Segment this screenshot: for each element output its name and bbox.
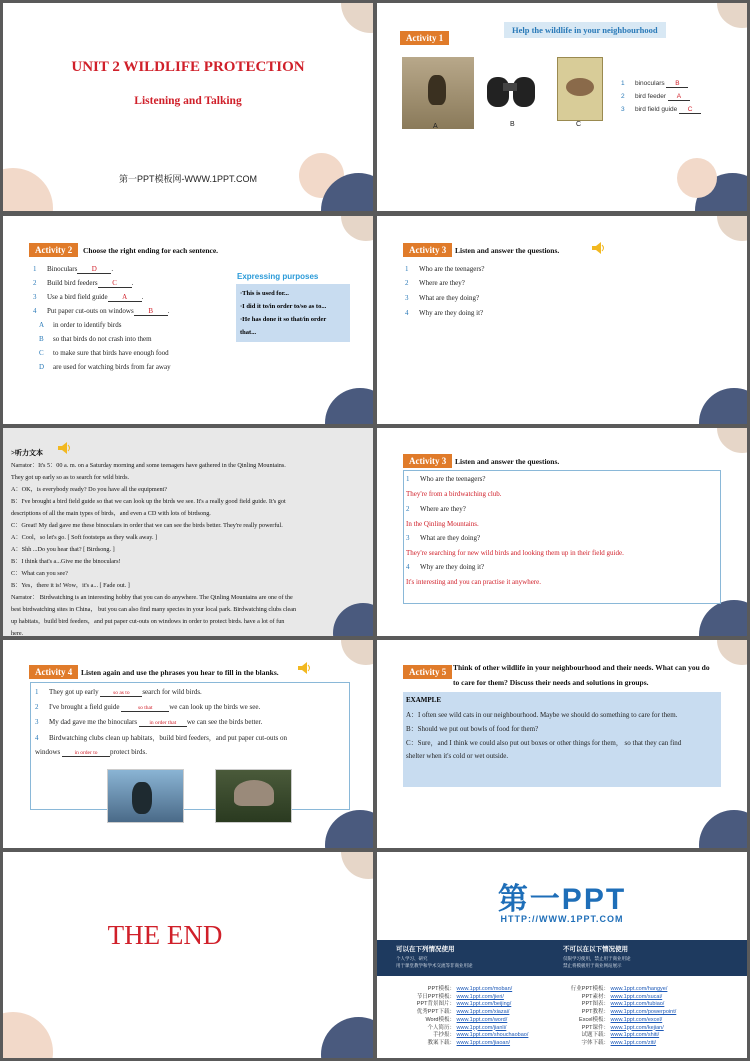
- transcript-line: best birdwatching sites in China， but you can also find many species in your local park. Birdwatching clubs clean: [11, 606, 297, 613]
- item-number: 3: [33, 293, 37, 301]
- purpose-line: that...: [240, 329, 257, 336]
- link-key: PPT背景图片：: [416, 1001, 455, 1008]
- question-item: [405, 265, 485, 273]
- image-label: B: [510, 121, 515, 128]
- match-item: [621, 93, 690, 101]
- link-url[interactable]: www.1ppt.com/sucai/: [610, 993, 663, 1000]
- fill-item: [35, 688, 202, 697]
- transcript-line: here.: [11, 630, 24, 636]
- link-url[interactable]: www.1ppt.com/word/: [456, 1016, 508, 1023]
- link-row[interactable]: [409, 1032, 528, 1040]
- item-text: Put paper cut-outs on windows: [47, 307, 134, 315]
- link-url[interactable]: www.1ppt.com/jianli/: [456, 1024, 507, 1031]
- option-item: [39, 349, 169, 357]
- decor-circle: [341, 216, 373, 241]
- decor-circle: [325, 388, 373, 424]
- end-text: THE END: [107, 920, 223, 950]
- item-number: 3: [621, 106, 625, 113]
- link-row[interactable]: [563, 1040, 676, 1048]
- match-item: [621, 80, 688, 88]
- answer-blank[interactable]: so as to: [100, 690, 142, 697]
- usage-item: 禁止将模板用于商业网站展示: [563, 963, 622, 968]
- activity-instruction: Listen again and use the phrases you hear to fill in the blanks.: [81, 668, 279, 677]
- field-guide-image: [557, 57, 603, 121]
- transcript-line: up habitats，build bird feeders，and put paper cut-outs on windows in order to protect birds. have a lot of fun: [11, 618, 285, 625]
- answer-blank[interactable]: B: [134, 307, 168, 316]
- transcript-heading: >听力文本: [11, 449, 43, 457]
- usage-list: [563, 955, 631, 969]
- link-url[interactable]: www.1ppt.com/shouchaobao/: [456, 1032, 529, 1039]
- slide-activity-3-questions[interactable]: [377, 216, 747, 424]
- speaker-icon[interactable]: [57, 442, 71, 454]
- item-number: 2: [35, 703, 39, 711]
- item-text: Build bird feeders: [47, 279, 98, 287]
- link-url[interactable]: www.1ppt.com/beijing/: [456, 1001, 512, 1008]
- decor-circle: [717, 216, 747, 241]
- speaker-icon[interactable]: [591, 242, 605, 254]
- option-key: B: [39, 335, 44, 343]
- usage-item: 个人学习、研究: [396, 956, 428, 961]
- fill-item: [35, 718, 262, 727]
- link-url[interactable]: www.1ppt.com/shiti/: [610, 1032, 660, 1039]
- answer-text: It's interesting and you can practise it anywhere.: [406, 578, 541, 586]
- link-key: 个人简历：: [427, 1024, 455, 1031]
- slide-title[interactable]: [3, 3, 373, 211]
- fill-item: [35, 733, 287, 743]
- decor-circle: [341, 3, 373, 33]
- purpose-title: Expressing purposes: [237, 272, 319, 281]
- option-item: [39, 363, 171, 371]
- activity-instruction: Listen and answer the questions.: [455, 246, 560, 255]
- decor-circle: [699, 600, 747, 636]
- link-row[interactable]: [563, 986, 676, 994]
- link-key: 手抄报：: [432, 1032, 455, 1039]
- item-pre: I've brought a field guide: [49, 703, 120, 711]
- link-key: PPT教程：: [581, 1009, 609, 1016]
- decor-circle: [341, 852, 373, 879]
- links-right: [563, 986, 676, 1048]
- sentence-item: 3 Use a bird field guide A .: [33, 293, 144, 301]
- purpose-line: ·I did it to/in order to/so as to...: [240, 303, 327, 310]
- item-text: Binoculars: [47, 265, 78, 273]
- slide-the-end[interactable]: [3, 852, 373, 1058]
- decor-circle: [717, 428, 747, 453]
- transcript-line: B：Yes，there it is! Wow，it's a... [ Fade out. ]: [11, 582, 130, 589]
- unit-subtitle: Listening and Talking: [134, 95, 242, 107]
- usage-title: 可以在下列情况使用: [396, 946, 455, 953]
- decor-circle: [717, 640, 747, 665]
- item-number: 1: [405, 265, 409, 273]
- example-line: shelter when it's cold or wet outside.: [406, 752, 509, 760]
- item-number: 3: [406, 534, 410, 542]
- item-number: 1: [35, 688, 39, 696]
- example-line: B：Should we put out bowls of food for them?: [406, 725, 539, 733]
- option-text: so that birds do not crash into them: [53, 335, 152, 343]
- slide-listening-text[interactable]: [3, 428, 373, 636]
- instruction-line: Think of other wildlife in your neighbourhood and their needs. What can you do: [453, 663, 710, 672]
- link-key: PPT模板：: [427, 986, 455, 992]
- question-item: [406, 534, 480, 542]
- transcript-line: A：Cool，so let's go. [ Soft footsteps as they walk away. ]: [11, 534, 158, 541]
- question-text: Who are the teenagers?: [420, 475, 486, 483]
- item-pre: windows: [35, 748, 61, 756]
- answer-blank[interactable]: C: [679, 106, 701, 114]
- option-key: C: [39, 349, 44, 357]
- link-key: PPT素材：: [581, 993, 609, 1000]
- link-key: PPT课件：: [581, 1024, 609, 1031]
- answer-blank[interactable]: in order that: [139, 720, 187, 727]
- item-number: 1: [406, 475, 410, 483]
- purpose-line: ·This is used for...: [240, 290, 289, 297]
- question-item: [406, 475, 486, 483]
- link-url[interactable]: www.1ppt.com/kejian/: [610, 1024, 664, 1031]
- link-row[interactable]: [563, 1009, 676, 1017]
- item-number: 1: [621, 80, 625, 87]
- link-row[interactable]: [409, 986, 528, 994]
- item-number: 4: [406, 563, 410, 571]
- item-pre: My dad gave me the binoculars: [49, 718, 138, 726]
- usage-title: 不可以在以下情况使用: [563, 946, 628, 953]
- activity-label: Activity 5: [403, 665, 452, 679]
- fill-item-continued: [35, 748, 147, 757]
- link-url[interactable]: www.1ppt.com/powerpoint/: [610, 1009, 677, 1016]
- answer-box: [403, 470, 721, 604]
- transcript-line: B：I've brought a bird field guide so that we can look up the birds we see. It's a really good field guide. It's got: [11, 498, 286, 505]
- link-url[interactable]: www.1ppt.com/jiaoan/: [456, 1039, 511, 1046]
- purpose-box: [236, 284, 350, 342]
- fill-item: [35, 703, 260, 712]
- bird-feeder-image: [402, 57, 474, 129]
- usage-item: 仅限学习使用，禁止用于商业用途: [563, 956, 631, 961]
- item-number: 4: [35, 734, 39, 742]
- decor-circle: [699, 388, 747, 424]
- answer-blank[interactable]: in order to: [62, 750, 110, 757]
- slide-activity-1[interactable]: [377, 3, 747, 211]
- question-text: Where are they?: [420, 505, 466, 513]
- item-number: 2: [621, 93, 625, 100]
- item-number: 2: [405, 279, 409, 287]
- item-text: Use a bird field guide: [47, 293, 108, 301]
- question-text: What are they doing?: [420, 534, 481, 542]
- sentence-item: 2 Build bird feeders C .: [33, 279, 134, 287]
- item-pre: Birdwatching clubs clean up habitats，build bird feeders，and put paper cut-outs on: [49, 734, 287, 742]
- question-text: Who are the teenagers?: [419, 265, 485, 273]
- transcript-line: Narrator： Birdwatching is an interesting hobby that you can do anywhere. The Qinling Mountains are one of the: [11, 594, 293, 601]
- slide-activity-2[interactable]: [3, 216, 373, 424]
- site-logo: 第一PPT: [497, 883, 627, 916]
- item-number: 3: [35, 718, 39, 726]
- link-row[interactable]: [409, 1040, 528, 1048]
- site-url[interactable]: HTTP://WWW.1PPT.COM: [500, 914, 624, 924]
- answer-blank[interactable]: so that: [121, 705, 169, 712]
- question-text: Where are they?: [419, 279, 465, 287]
- transcript-line: A：Shh ...Do you hear that? [ Birdsong. ]: [11, 546, 115, 553]
- link-url[interactable]: www.1ppt.com/excel/: [610, 1016, 663, 1023]
- link-row[interactable]: [563, 1017, 676, 1025]
- item-post: search for wild birds.: [142, 688, 202, 696]
- option-text: in order to identify birds: [53, 321, 122, 329]
- decor-circle: [717, 3, 747, 28]
- sentence-item: 1 Binoculars D .: [33, 265, 114, 273]
- item-text: binoculars: [635, 80, 665, 87]
- item-number: 1: [33, 265, 37, 273]
- match-item: [621, 106, 701, 114]
- item-number: 2: [33, 279, 37, 287]
- item-text: bird feeder: [635, 93, 667, 100]
- link-key: 优秀PPT下载：: [416, 1009, 455, 1016]
- answer-blank[interactable]: A: [668, 93, 690, 101]
- answer-text: They're from a birdwatching club.: [406, 490, 502, 498]
- activity-label: Activity 1: [400, 31, 449, 45]
- activity-instruction: [453, 660, 710, 690]
- example-line: A：I often see wild cats in our neighbourhood. Maybe we should do something to care for them.: [406, 711, 678, 719]
- link-row[interactable]: [409, 1017, 528, 1025]
- question-item: [405, 279, 465, 287]
- instruction-line: to care for them? Discuss their needs and solutions in groups.: [453, 678, 649, 687]
- option-item: [39, 321, 121, 329]
- unit-title: UNIT 2 WILDLIFE PROTECTION: [71, 59, 305, 75]
- link-row[interactable]: [409, 1009, 528, 1017]
- transcript-line: Narrator：It's 5：00 a. m. on a Saturday morning and some teenagers have gathered in the Qinling Mountains.: [11, 462, 286, 469]
- link-url[interactable]: www.1ppt.com/moban/: [456, 986, 513, 992]
- link-row[interactable]: [563, 1001, 676, 1009]
- answer-blank[interactable]: B: [666, 80, 688, 88]
- question-item: [405, 294, 479, 302]
- transcript-line: descriptions of all the main types of birds，and even a CD with lots of birdsong.: [11, 510, 211, 517]
- transcript-line: C：What can you see?: [11, 570, 68, 577]
- speaker-icon[interactable]: [297, 662, 311, 674]
- slide-activity-4[interactable]: [3, 640, 373, 848]
- activity-banner: Help the wildlife in your neighbourhood: [504, 22, 666, 38]
- bird-photo: [107, 769, 184, 823]
- link-row[interactable]: [409, 1001, 528, 1009]
- item-number: 3: [405, 294, 409, 302]
- item-post: we can see the birds better.: [186, 718, 263, 726]
- link-url[interactable]: www.1ppt.com/hangye/: [610, 986, 668, 992]
- example-box: [403, 692, 721, 787]
- decor-circle: [325, 810, 373, 848]
- question-text: Why are they doing it?: [420, 563, 485, 571]
- activity-instruction: Listen and answer the questions.: [455, 457, 560, 466]
- answer-blank[interactable]: C: [98, 279, 132, 288]
- decor-circle: [321, 1017, 373, 1058]
- image-label: C: [576, 121, 582, 128]
- activity-label: Activity 2: [29, 243, 78, 257]
- sentence-item: 4 Put paper cut-outs on windows B .: [33, 307, 170, 315]
- question-item: [405, 309, 483, 317]
- links-left: [409, 986, 528, 1048]
- link-key: Excel模板：: [579, 1016, 609, 1023]
- link-key: PPT图表：: [581, 1001, 609, 1008]
- transcript-line: C：Great! My dad gave me these binoculars in order that we can see the birds better. They're really powerful.: [11, 522, 283, 529]
- transcript-body: [11, 460, 371, 636]
- answer-blank[interactable]: D: [77, 265, 111, 274]
- question-item: [406, 505, 466, 513]
- link-key: 试题下载：: [581, 1032, 609, 1039]
- answer-blank[interactable]: A: [108, 293, 142, 302]
- option-key: D: [39, 363, 45, 371]
- link-key: 教案下载：: [427, 1039, 455, 1046]
- activity-instruction: Choose the right ending for each sentence.: [83, 246, 219, 255]
- transcript-line: They got up early so as to search for wild birds.: [11, 474, 130, 481]
- slide-activity-5[interactable]: [377, 640, 747, 848]
- item-number: 2: [406, 505, 410, 513]
- purpose-line: ·He has done it so that/in order: [240, 316, 327, 323]
- image-label: A: [433, 123, 438, 130]
- usage-list: [396, 955, 473, 969]
- link-key: 行业PPT模板：: [570, 986, 609, 992]
- link-url[interactable]: www.1ppt.com/jieri/: [456, 993, 504, 1000]
- decor-circle: [341, 640, 373, 665]
- link-key: Word模板：: [425, 1016, 455, 1023]
- item-number: 4: [33, 307, 37, 315]
- item-pre: They got up early: [49, 688, 99, 696]
- site-footer: 第一PPT模板网-WWW.1PPT.COM: [119, 174, 257, 184]
- answer-text: They're searching for new wild birds and looking them up in their field guide.: [406, 549, 624, 557]
- decor-circle: [677, 158, 717, 198]
- option-item: [39, 335, 152, 343]
- link-url[interactable]: www.1ppt.com/xiazai/: [456, 1009, 510, 1016]
- slide-credits[interactable]: [377, 852, 747, 1058]
- answer-text: In the Qinling Mountains.: [406, 520, 479, 528]
- option-key: A: [39, 321, 45, 329]
- question-text: What are they doing?: [419, 294, 480, 302]
- question-item: [406, 563, 484, 571]
- option-text: are used for watching birds from far away: [53, 363, 171, 371]
- bird-photo: [215, 769, 292, 823]
- slide-activity-3-answers[interactable]: [377, 428, 747, 636]
- activity-label: Activity 4: [29, 665, 78, 679]
- transcript-line: A：OK，is everybody ready? Do you have all the equipment?: [11, 486, 168, 493]
- usage-item: 用于课堂教学和学术交流等非商业用途: [396, 963, 473, 968]
- option-text: to make sure that birds have enough food: [53, 349, 169, 357]
- question-text: Why are they doing it?: [419, 309, 484, 317]
- item-post: protect birds.: [110, 748, 147, 756]
- item-post: we can look up the birds we see.: [169, 703, 261, 711]
- decor-circle: [699, 810, 747, 848]
- link-url[interactable]: www.1ppt.com/tubiao/: [610, 1001, 665, 1008]
- link-url[interactable]: www.1ppt.com/ziti/: [610, 1039, 657, 1046]
- link-key: 节日PPT模板：: [416, 993, 455, 1000]
- fill-blank-box: [30, 682, 350, 810]
- binoculars-image: [485, 69, 541, 109]
- usage-banner: [377, 940, 747, 976]
- link-row[interactable]: [563, 1032, 676, 1040]
- item-number: 4: [405, 309, 409, 317]
- activity-label: Activity 3: [403, 454, 452, 468]
- activity-label: Activity 3: [403, 243, 452, 257]
- example-line: C：Sure，and I think we could also put out boxes or other things for them， so that they can find: [406, 739, 682, 747]
- item-text: bird field guide: [635, 106, 678, 113]
- decor-circle: [3, 1012, 53, 1058]
- link-key: 字体下载：: [581, 1039, 609, 1046]
- transcript-line: B：I think that's a...Give me the binoculars!: [11, 558, 121, 565]
- example-label: EXAMPLE: [406, 696, 441, 704]
